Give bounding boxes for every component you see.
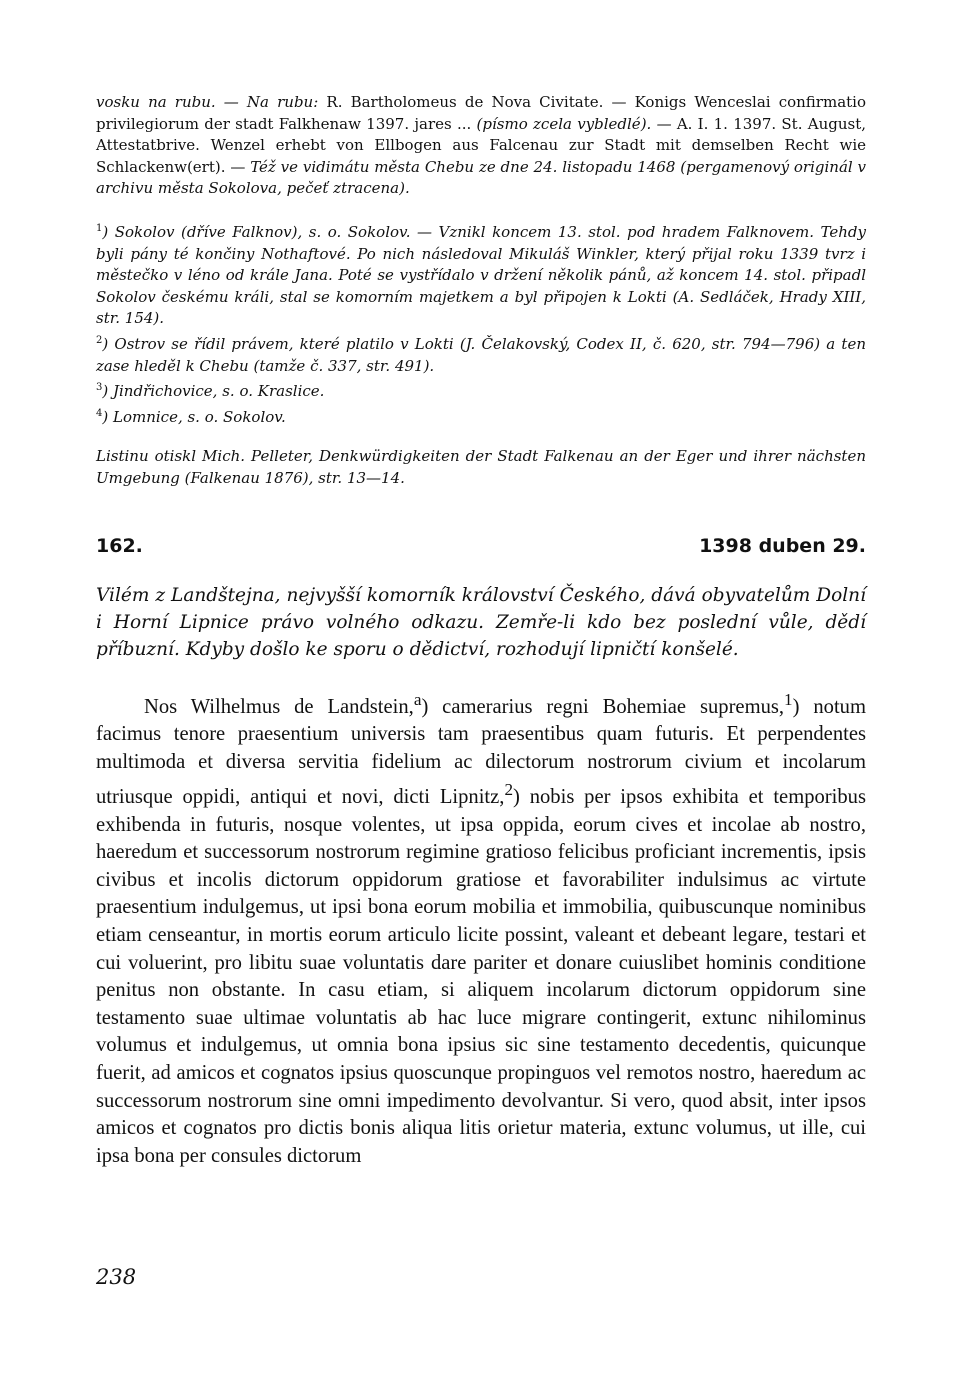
print-note: Listinu otiskl Mich. Pelleter, Denkwürdigkeiten der Stadt Falkenau an der Eger und ihrer nächsten Umgebung (Falkenau 1876), str. 13—14. (96, 447, 866, 487)
body-part-d: ) nobis per ipsos exhibita et temporibus exhibenda in futuris, nosque volentes, ut ipsa oppida, eorum cives et incolae ab nostro, haeredum et successorum nostrorum regimine gratioso felicibus proficiant incrementis, ipsis civibus et incolis dictorum oppidorum gratiose et favorabiliter indulsimus ac virtute praesentium indulgemus, ut ipsi bona eorum mobilia et immobilia, quibuscunque nominibus etiam censeantur, in mortis eorum articulo licite possint, valeant et debeant legare, testari et cui voluerint, pro libitu suae voluntatis dare pariter et donare cuiuslibet hominis conditione penitus non obstante. In casu etiam, si aliquem incolarum dictorum oppidorum sine testamento suae ultimae voluntatis ab hac luce migrare contingerit, extunc nihilominus volumus et indulgemus, ut omnia bona ipsius sic sine testamento decedentis, quicunque fuerit, ad amicos et cognatos ipsius quoscunque propinguos vel remotos nostro, haeredum ac successorum nostrorum sine omni impedimento devolvantur. Si vero, quod absit, inter ipsos amicos et cognatos pro dictis bonis aliqua litis orietur materia, extunc volumus, ut ille, cui ipsa bona per consules dictorum (96, 786, 866, 1167)
footnote-text: Ostrov se řídil právem, které platilo v Lokti (J. Čelakovský, Codex II, č. 620, str. 794—796) a ten zase hleděl k Chebu (tamže č. 337, str. 491). (96, 334, 866, 375)
footnote-text: Jindřichovice, s. o. Kraslice. (113, 382, 325, 401)
document-heading (96, 534, 866, 558)
page-number: 238 (96, 1265, 137, 1289)
note-part-1: vosku na rubu. — Na rubu: (96, 93, 327, 111)
footnote: $^1$) Sokolov (dříve Falknov), s. o. Sokolov. — Vznikl koncem 13. stol. pod hradem Falknovem. Tehdy byli pány té končiny Nothaftové. Po nich následoval Mikuláš Winkler, který přijal roku 1339 tvrz i městečko v léno od krále Jana. Poté se vystřídalo v držení několik pánů, až koncem 14. stol. připadl Sokolov českému králi, stal se komorním majetkem a byl připojen k Lokti (A. Sedláček, Hrady XIII, str. 154). (96, 222, 866, 328)
body-part-b: ) camerarius regni Bohemiae supremus, (421, 695, 785, 718)
document-body (96, 686, 866, 1171)
body-part-c: ) notum facimus tenore praesentium universis tam praesentibus quam futuris. Et perpendentes multimoda et diversa servitia fidelium ac dilectorum nostrorum civium et incolarum utriusque oppidi, antiqui et novi, dicti Lipnitz, (96, 695, 866, 808)
footnote-mark: 3 (96, 382, 103, 394)
note-part-2: R. Bartholomeus de Nova Civitate. — Konigs Wenceslai confirmatio privilegiorum der stadt Falkhenaw 1397. jares ... (96, 93, 866, 133)
footnote-text: Lomnice, s. o. Sokolov. (113, 407, 286, 426)
document-body-text (96, 686, 866, 1171)
note-part-5: Též ve vidimátu města Chebu ze dne 24. listopadu 1468 (pergamenový originál v archivu města Sokolova, pečeť ztracena). (96, 157, 866, 198)
footnote-ref: 1 (784, 689, 793, 709)
footnote-text: Sokolov (dříve Falknov), s. o. Sokolov. — Vznikl koncem 13. stol. pod hradem Falknovem. Tehdy byli pány té končiny Nothaftové. Po nich následoval Mikuláš Winkler, který přijal roku 1339 tvrz i městečko v léno od krále Jana. Poté se vystřídalo v držení několik pánů, až koncem 14. stol. připadl Sokolov českému králi, stal se komorním majetkem a byl připojen k Lokti (A. Sedláček, Hrady XIII, str. 154). (96, 222, 866, 328)
footnote-mark: 1 (96, 222, 103, 234)
archival-note-text (96, 92, 866, 200)
footnote-mark: 2 (96, 334, 103, 346)
note-part-4: A. I. 1. 1397. St. August, Attestatbrive. Wenzel erhebt von Ellbogen aus Falcenau zur Stadt mit demselben Recht wie Schlackenw(ert). — (96, 114, 866, 176)
footnote: $^3$) Jindřichovice, s. o. Kraslice. (96, 382, 325, 401)
footnote-ref: 2 (504, 780, 514, 800)
archival-note (96, 92, 866, 200)
footnote: $^4$) Lomnice, s. o. Sokolov. (96, 407, 286, 426)
body-part-a: Nos Wilhelmus de Landstein, (144, 695, 414, 718)
footnote-mark: 4 (96, 407, 103, 419)
document-date: 1398 duben 29. (699, 534, 866, 557)
page-content (96, 92, 866, 1170)
footnotes (96, 218, 866, 428)
text-note-mark: a (413, 689, 422, 709)
document-number: 162. (96, 534, 143, 557)
regest: Vilém z Landštejna, nejvyšší komorník království Českého, dává obyvatelům Dolní i Horní Lipnice právo volného odkazu. Zemře-li kdo bez poslední vůle, dědí příbuzní. Kdyby došlo ke sporu o dědictví, rozhodují lipničtí konšelé. (96, 584, 866, 660)
note-part-3: (písmo zcela vybledlé). — (476, 114, 677, 133)
footnote: $^2$) Ostrov se řídil právem, které platilo v Lokti (J. Čelakovský, Codex II, č. 620, str. 794—796) a ten zase hleděl k Chebu (tamže č. 337, str. 491). (96, 334, 866, 375)
